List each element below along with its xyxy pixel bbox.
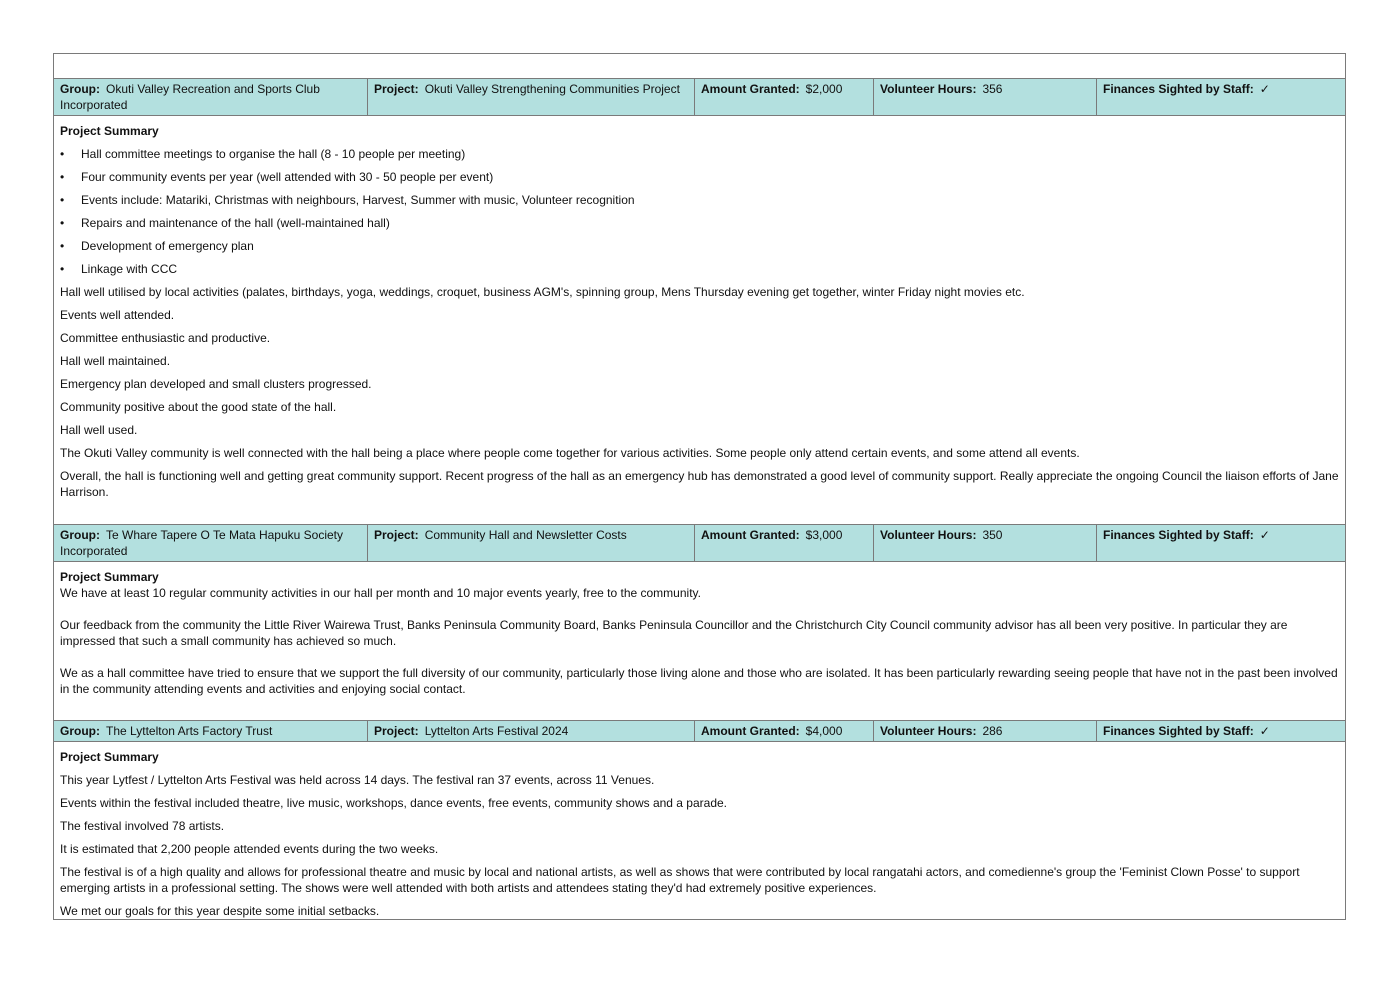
record-header xyxy=(54,79,1345,116)
group-cell: Group: Okuti Valley Recreation and Sports Club Incorporated xyxy=(54,79,368,115)
list-item: • Development of emergency plan xyxy=(60,238,1339,254)
amount-cell: Amount Granted: $4,000 xyxy=(695,721,874,741)
amount-cell: Amount Granted: $3,000 xyxy=(695,525,874,561)
checkmark-icon: ✓ xyxy=(1259,528,1270,542)
project-value: Okuti Valley Strengthening Communities Project xyxy=(424,82,680,96)
group-cell: Group: Te Whare Tapere O Te Mata Hapuku Society Incorporated xyxy=(54,525,368,561)
summary-paragraph: The Okuti Valley community is well connected with the hall being a place where people come together for various activities. Some people only attend certain events, and some attend all events. xyxy=(60,446,1080,460)
project-cell: Project: Lyttelton Arts Festival 2024 xyxy=(368,721,695,741)
grant-report-table xyxy=(53,53,1346,920)
record-header xyxy=(54,525,1345,562)
hours-cell: Volunteer Hours: 356 xyxy=(874,79,1097,115)
project-summary xyxy=(54,742,1345,919)
summary-paragraph: This year Lytfest / Lyttelton Arts Festival was held across 14 days. The festival ran 37 events, across 11 Venues. xyxy=(60,773,655,787)
summary-title: Project Summary xyxy=(60,124,159,138)
checkmark-icon: ✓ xyxy=(1259,724,1270,738)
summary-paragraph: Overall, the hall is functioning well and getting great community support. Recent progress of the hall as an emergency hub has demonstrated a good level of community support. Really appreciate the ongoing Council the liaison efforts of Jane Harrison. xyxy=(60,469,1339,499)
list-item: • Four community events per year (well attended with 30 - 50 people per event) xyxy=(60,169,1339,185)
summary-paragraph: We have at least 10 regular community activities in our hall per month and 10 major events yearly, free to the community. xyxy=(60,586,701,600)
summary-paragraph: Hall well utilised by local activities (palates, birthdays, yoga, weddings, croquet, business AGM's, spinning group, Mens Thursday evening get together, winter Friday night movies etc. xyxy=(60,285,1025,299)
project-summary xyxy=(54,116,1345,525)
summary-bullet-list xyxy=(60,146,1339,277)
summary-paragraph: It is estimated that 2,200 people attended events during the two weeks. xyxy=(60,842,439,856)
list-item: • Hall committee meetings to organise the hall (8 - 10 people per meeting) xyxy=(60,146,1339,162)
list-item: • Repairs and maintenance of the hall (well-maintained hall) xyxy=(60,215,1339,231)
group-cell: Group: The Lyttelton Arts Factory Trust xyxy=(54,721,368,741)
hours-value: 350 xyxy=(982,528,1003,542)
group-value: Te Whare Tapere O Te Mata Hapuku Society Incorporated xyxy=(60,528,344,558)
finances-cell: Finances Sighted by Staff: ✓ xyxy=(1103,724,1270,738)
summary-paragraph: Our feedback from the community the Little River Wairewa Trust, Banks Peninsula Community Board, Banks Peninsula Councillor and the Christchurch City Council community advisor has all been very positive. In particular they are impressed that such a small community has achieved so much. xyxy=(60,618,1288,648)
summary-title: Project Summary xyxy=(60,750,159,764)
summary-paragraph: We as a hall committee have tried to ensure that we support the full diversity of our community, particularly those living alone and those who are isolated. It has been particularly rewarding seeing people that have not in the past been involved in the community attending events and activities and enjoying social contact. xyxy=(60,666,1338,696)
summary-paragraph: The festival involved 78 artists. xyxy=(60,819,225,833)
summary-paragraph: Events well attended. xyxy=(60,308,175,322)
summary-paragraph: Community positive about the good state of the hall. xyxy=(60,400,337,414)
summary-paragraph: The festival is of a high quality and allows for professional theatre and music by local and national artists, as well as shows that were contributed by local rangatahi actors, and comedienne's group the 'Feminist Clown Posse' to support emerging artists in a professional setting. The shows were well attended with both artists and attendees stating they'd had extremely positive experiences. xyxy=(60,865,1300,895)
project-cell: Project: Okuti Valley Strengthening Communities Project xyxy=(368,79,695,115)
summary-paragraph: Events within the festival included theatre, live music, workshops, dance events, free events, community shows and a parade. xyxy=(60,796,728,810)
amount-value: $3,000 xyxy=(805,528,843,542)
project-value: Lyttelton Arts Festival 2024 xyxy=(424,724,569,738)
project-summary xyxy=(54,562,1345,721)
list-item: • Linkage with CCC xyxy=(60,261,1339,277)
project-cell: Project: Community Hall and Newsletter Costs xyxy=(368,525,695,561)
summary-paragraph: We met our goals for this year despite some initial setbacks. xyxy=(60,904,380,918)
group-value: Okuti Valley Recreation and Sports Club Incorporated xyxy=(60,82,320,112)
project-value: Community Hall and Newsletter Costs xyxy=(424,528,627,542)
summary-paragraph: Hall well used. xyxy=(60,423,138,437)
hours-value: 356 xyxy=(982,82,1003,96)
group-value: The Lyttelton Arts Factory Trust xyxy=(106,724,273,738)
amount-value: $2,000 xyxy=(805,82,843,96)
table-top-strip xyxy=(54,54,1345,79)
finances-cell: Finances Sighted by Staff: ✓ xyxy=(1103,82,1270,96)
hours-cell: Volunteer Hours: 350 xyxy=(874,525,1097,561)
summary-title: Project Summary xyxy=(60,570,159,584)
record-header xyxy=(54,721,1345,742)
amount-cell: Amount Granted: $2,000 xyxy=(695,79,874,115)
checkmark-icon: ✓ xyxy=(1259,82,1270,96)
summary-paragraph: Committee enthusiastic and productive. xyxy=(60,331,271,345)
finances-cell: Finances Sighted by Staff: ✓ xyxy=(1103,528,1270,542)
hours-cell: Volunteer Hours: 286 xyxy=(874,721,1097,741)
summary-paragraph: Hall well maintained. xyxy=(60,354,171,368)
summary-paragraph: Emergency plan developed and small clusters progressed. xyxy=(60,377,372,391)
hours-value: 286 xyxy=(982,724,1003,738)
amount-value: $4,000 xyxy=(805,724,843,738)
list-item: • Events include: Matariki, Christmas with neighbours, Harvest, Summer with music, Volunteer recognition xyxy=(60,192,1339,208)
